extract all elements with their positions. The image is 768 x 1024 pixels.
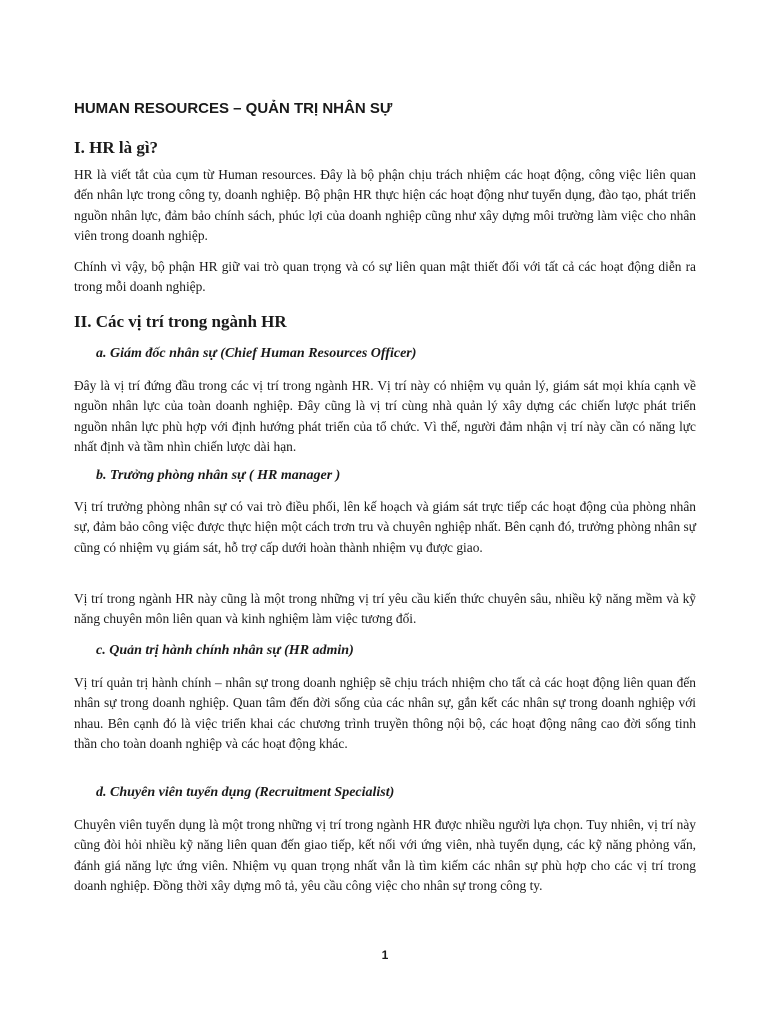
paragraph-hr-definition: HR là viết tắt của cụm từ Human resources. Đây là bộ phận chịu trách nhiệm các hoạt động, công việc liên quan đến nhân lực trong công ty, doanh nghiệp. Bộ phận HR thực hiện các hoạt động như tuyển dụng, đào tạo, phát triển nguồn nhân lực, đảm bảo chính sách, phúc lợi của doanh nghiệp cũng như xây dựng môi trường làm việc cho nhân viên trong doanh nghiệp. (74, 167, 696, 243)
paragraph-recruitment-specialist: Chuyên viên tuyển dụng là một trong những vị trí trong ngành HR được nhiều người lựa chọn. Tuy nhiên, vị trí này cũng đòi hỏi nhiều kỹ năng liên quan đến giao tiếp, kết nối với ứng viên, nhà tuyển dụng, các kỹ năng phỏng vấn, đánh giá năng lực ứng viên. Nhiệm vụ quan trọng nhất vẫn là tìm kiếm các nhân sự phù hợp cho các vị trí trong doanh nghiệp. Đồng thời xây dựng mô tả, yêu cầu công việc cho nhân sự trong công ty. (74, 817, 696, 893)
paragraph-hr-admin: Vị trí quản trị hành chính – nhân sự trong doanh nghiệp sẽ chịu trách nhiệm cho tất cả các hoạt động liên quan đến nhân sự trong doanh nghiệp. Quan tâm đến đời sống của các nhân sự, gắn kết các nhân sự trong doanh nghiệp với nhau. Bên cạnh đó là việc triển khai các chương trình truyền thông nội bộ, các hoạt động nâng cao đời sống tinh thần cho toàn doanh nghiệp và các hoạt động khác. (74, 675, 696, 751)
subsection-heading-hr-admin: c. Quản trị hành chính nhân sự (HR admin) (96, 643, 354, 658)
section-heading-hr-positions: II. Các vị trí trong ngành HR (74, 312, 287, 331)
section-heading-hr-definition: I. HR là gì? (74, 138, 159, 157)
subsection-heading-chro: a. Giám đốc nhân sự (Chief Human Resources Officer) (96, 346, 417, 361)
document-page (74, 0, 696, 1024)
subsection-heading-recruitment-specialist: d. Chuyên viên tuyển dụng (Recruitment Specialist) (96, 785, 395, 800)
paragraph-hr-manager-requirements: Vị trí trong ngành HR này cũng là một trong những vị trí yêu cầu kiến thức chuyên sâu, nhiều kỹ năng mềm và kỹ năng chuyên môn liên quan và kinh nghiệm làm việc tương đối. (74, 591, 696, 627)
paragraph-chro: Đây là vị trí đứng đầu trong các vị trí trong ngành HR. Vị trí này có nhiệm vụ quản lý, giám sát mọi khía cạnh về nguồn nhân lực của toàn doanh nghiệp. Đây cũng là vị trí cùng nhà quản lý xây dựng các chiến lược phát triển nguồn nhân lực phù hợp với định hướng phát triển của tổ chức. Vì thế, người đảm nhận vị trí này cần có năng lực nhất định và tầm nhìn chiến lược dài hạn. (74, 378, 696, 454)
subsection-heading-hr-manager: b. Trưởng phòng nhân sự ( HR manager ) (96, 468, 341, 483)
page-number: 1 (381, 948, 389, 962)
paragraph-hr-importance: Chính vì vậy, bộ phận HR giữ vai trò quan trọng và có sự liên quan mật thiết đối với tất cả các hoạt động diễn ra trong mỗi doanh nghiệp. (74, 259, 696, 295)
document-title: HUMAN RESOURCES – QUẢN TRỊ NHÂN SỰ (74, 100, 393, 117)
paragraph-hr-manager-role: Vị trí trưởng phòng nhân sự có vai trò điều phối, lên kế hoạch và giám sát trực tiếp các hoạt động của phòng nhân sự, đảm bảo công việc được thực hiện một cách trơn tru và chuyên nghiệp nhất. Bên cạnh đó, trưởng phòng nhân sự cũng có nhiệm vụ giám sát, hỗ trợ cấp dưới hoàn thành nhiệm vụ được giao. (74, 499, 696, 555)
